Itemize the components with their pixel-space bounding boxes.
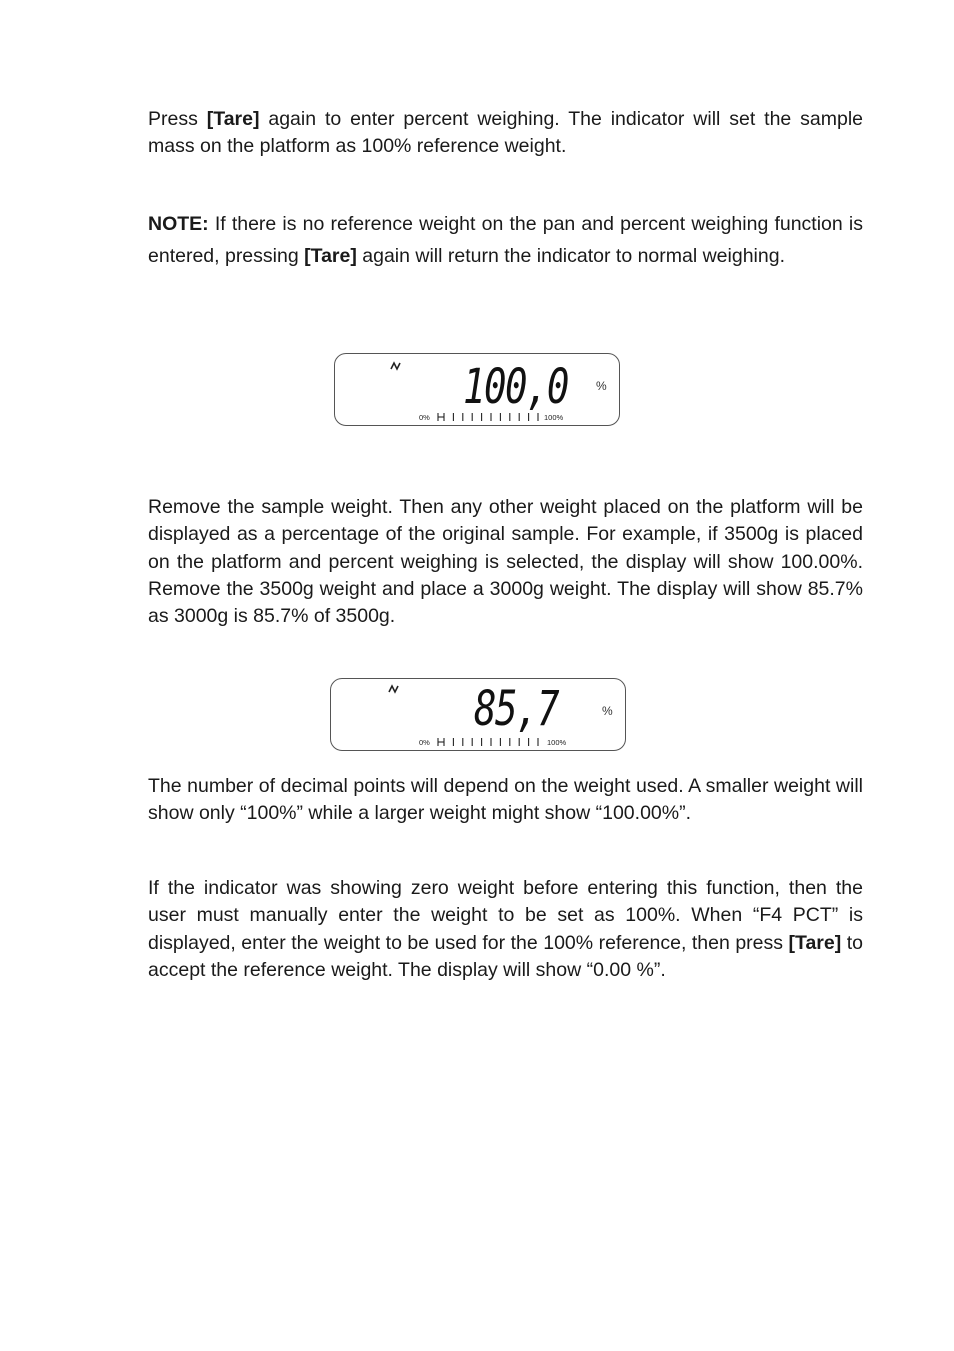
- paragraph-decimal-points: The number of decimal points will depend on the weight used. A smaller weight will show only “100%” while a larger weight might show “100.00%”.: [148, 775, 863, 825]
- p5-text-end: to accept the reference weight. The display will show “0.00 %”.: [148, 931, 863, 981]
- unit-indicator: %: [596, 379, 607, 393]
- bargraph-end-label: 100%: [544, 413, 564, 422]
- tare-key-label: [Tare]: [206, 108, 260, 130]
- paragraph-enter-percent: [148, 106, 863, 161]
- tare-key-label: [Tare]: [304, 244, 357, 267]
- stability-wave-icon: [389, 686, 398, 692]
- unit-indicator: %: [602, 704, 613, 718]
- bargraph-ticks: [438, 738, 538, 746]
- p1-text-end: again to enter percent weighing. The indicator will set the sample mass on the platform as 100% reference weight.: [148, 108, 864, 158]
- bargraph-end-label: 100%: [547, 738, 567, 747]
- bargraph-start-label: 0%: [419, 413, 430, 422]
- bargraph-start-label: 0%: [419, 738, 430, 747]
- p5-text-start: If the indicator was showing zero weight before entering this function, then the user must manually enter the weight to be set as 100%. When “F4 PCT” is displayed, enter the weight to be used for the 100% reference, then press: [148, 877, 863, 954]
- paragraph-note: [148, 209, 863, 272]
- lcd-readout: 100,0: [463, 359, 568, 415]
- p2-text-end: again will return the indicator to normal weighing.: [356, 244, 785, 267]
- lcd-readout: 85,7: [474, 681, 558, 737]
- lcd-display-85-7: [330, 678, 626, 751]
- p1-text-start: Press: [148, 108, 207, 130]
- p2-text-mid: If there is no reference weight on the pan and percent weighing function is entered, pressing: [148, 213, 863, 267]
- tare-key-label: [Tare]: [788, 931, 842, 954]
- paragraph-remove-sample: Remove the sample weight. Then any other weight placed on the platform will be displayed as a percentage of the original sample. For example, if 3500g is placed on the platform and percent weighing is selected, the display will show 100.00%. Remove the 3500g weight and place a 3000g weight. The display will show 85.7% as 3000g is 85.7% of 3500g.: [148, 496, 863, 628]
- stability-wave-icon: [391, 363, 400, 369]
- lcd-display-100: [334, 353, 620, 426]
- note-label: NOTE:: [148, 213, 209, 235]
- paragraph-manual-reference: [148, 875, 863, 984]
